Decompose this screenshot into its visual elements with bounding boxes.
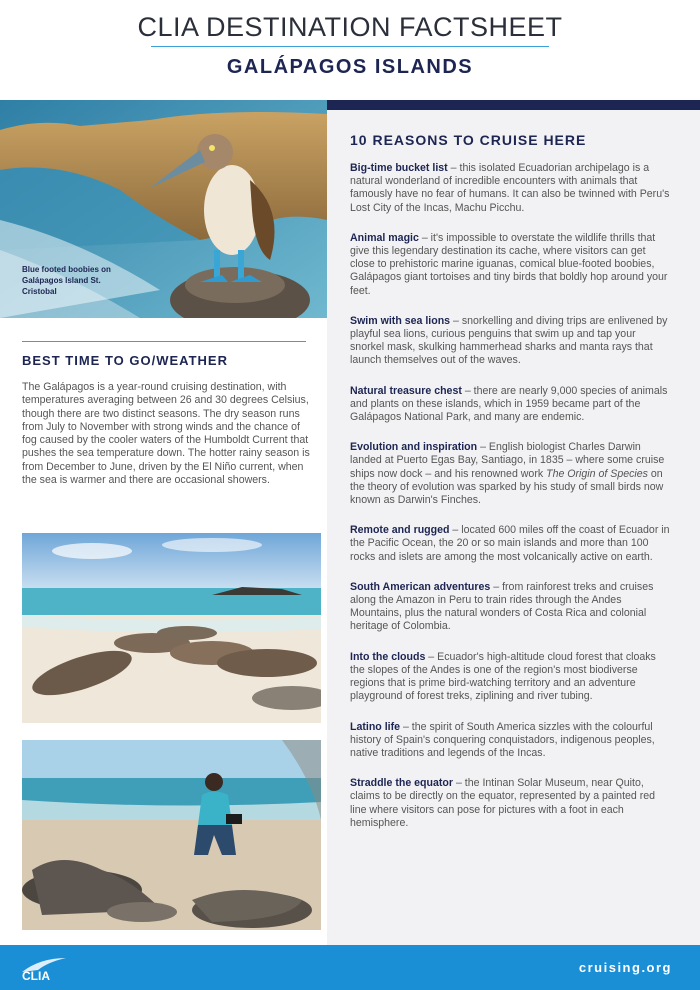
- reason-title: South American adventures: [350, 580, 491, 593]
- reason-title: Evolution and inspiration: [350, 441, 478, 454]
- reason-item: [350, 315, 672, 368]
- clia-logo[interactable]: [20, 954, 68, 982]
- reason-title: Remote and rugged: [350, 524, 450, 537]
- photo-photographer-iguanas: [22, 740, 321, 930]
- reason-text: – English biologist Charles Darwin landed at Puerto Egas Bay, Santiago, in 1835 – where some cruise ships now dock – and his renowned work: [350, 441, 665, 480]
- destination-title: GALÁPAGOS ISLANDS: [226, 56, 474, 78]
- photo-sea-lions-beach: [22, 533, 321, 723]
- reason-item: [350, 721, 672, 761]
- reason-title: Animal magic: [350, 231, 419, 244]
- reason-text: – from rainforest treks and cruises along the Amazon in Peru to train rides through the Andes Mountains, plus the natural wonders of Costa Rica and colonial heritage of Colombia.: [350, 580, 654, 633]
- reason-item: [350, 777, 672, 830]
- reason-text: – located 600 miles off the coast of Ecuador in the Pacific Ocean, the 20 or so main islands and more than 100 rocks and islets are among the most volcanically active on earth.: [350, 524, 670, 563]
- book-title: The Origin of Species: [546, 467, 648, 480]
- best-time-text: The Galápagos is a year-round cruising destination, with temperatures averaging between 26 and 30 degrees Celsius, though there are two distinct seasons. The dry season runs from July to November with strong winds and the chance of fog caused by the cooler waters of the Humboldt Current that pushes the sea temperature down. The hotter rainy season is from December to June, driven by the El Niño current, when the sea is warmer and there are occasional showers.: [22, 381, 310, 487]
- reason-text: – snorkelling and diving trips are enlivened by playful sea lions, curious penguins that swim up and tap your snorkel mask, skulking hammerhead sharks and manta rays that launch themselves out of the waves.: [350, 314, 668, 367]
- reason-text: – this isolated Ecuadorian archipelago is a natural wonderland of incredible encounters with animals that famously have no fear of humans. It can also be twinned with Peru's Lost City of the Incas, Machu Picchu.: [350, 162, 670, 214]
- reason-text: – Ecuador's high-altitude cloud forest that cloaks the slopes of the Andes is one of the region's most biodiverse regions that is prime bird-watching territory and an adventure playground of forest treks, ziplining and river tubing.: [350, 650, 656, 703]
- clia-logo-text: CLIA: [22, 969, 50, 982]
- reason-text: – the Intinan Solar Museum, near Quito, claims to be directly on the equator, represented by a painted red line where visitors can pose for pictures with a foot in each hemisphere.: [350, 777, 656, 829]
- reason-item: [350, 232, 672, 298]
- reason-item: [350, 385, 672, 425]
- reason-title: Into the clouds: [350, 650, 426, 663]
- reason-title: Swim with sea lions: [350, 314, 451, 327]
- reason-title: Straddle the equator: [350, 777, 454, 790]
- reason-item: [350, 651, 672, 704]
- reason-item: [350, 441, 672, 507]
- best-time-divider: [22, 341, 306, 342]
- sea-lions-illustration: [22, 533, 321, 723]
- reason-title: Natural treasure chest: [350, 384, 462, 397]
- reason-title: Latino life: [350, 720, 401, 733]
- reason-item: [350, 162, 672, 215]
- reasons-list: [350, 162, 672, 847]
- page-header: [0, 0, 700, 100]
- reasons-heading: 10 REASONS TO CRUISE HERE: [350, 132, 587, 148]
- reasons-panel: [327, 100, 700, 945]
- reasons-top-bar: [327, 100, 700, 110]
- reason-text: – there are nearly 9,000 species of animals and plants on these islands, which in 1959 became part of the Galápagos National Park, and many are endemic.: [350, 384, 668, 424]
- hero-caption: Blue footed boobies on Galápagos Island St. Cristobal: [22, 265, 111, 296]
- hero-photo-blue-footed-booby: [0, 100, 327, 318]
- page-footer: [0, 945, 700, 990]
- reason-title: Big-time bucket list: [350, 162, 448, 174]
- website-link[interactable]: cruising.org: [578, 960, 672, 975]
- best-time-heading: BEST TIME TO GO/WEATHER: [22, 353, 228, 368]
- reason-text: – the spirit of South America sizzles with the colourful history of Spain's conquering conquistadors, indigenous peoples, native traditions and legends of the Incas.: [350, 720, 655, 759]
- reason-text-continued: on the theory of evolution was sparked by his study of small birds now known as Darwin's Finches.: [350, 467, 664, 507]
- reason-item: [350, 581, 672, 634]
- iguanas-illustration: [22, 740, 321, 930]
- reason-item: [350, 524, 672, 564]
- reason-text: – it's impossible to overstate the wildlife thrills that give this legendary destination its cache, where visitors can get close to prehistoric marine iguanas, comical blue-footed boobies, Galápagos giant tortoises and tiny birds that boldly hop around your feet.: [350, 231, 668, 297]
- header-divider: [151, 46, 549, 47]
- document-title: CLIA DESTINATION FACTSHEET: [137, 12, 563, 42]
